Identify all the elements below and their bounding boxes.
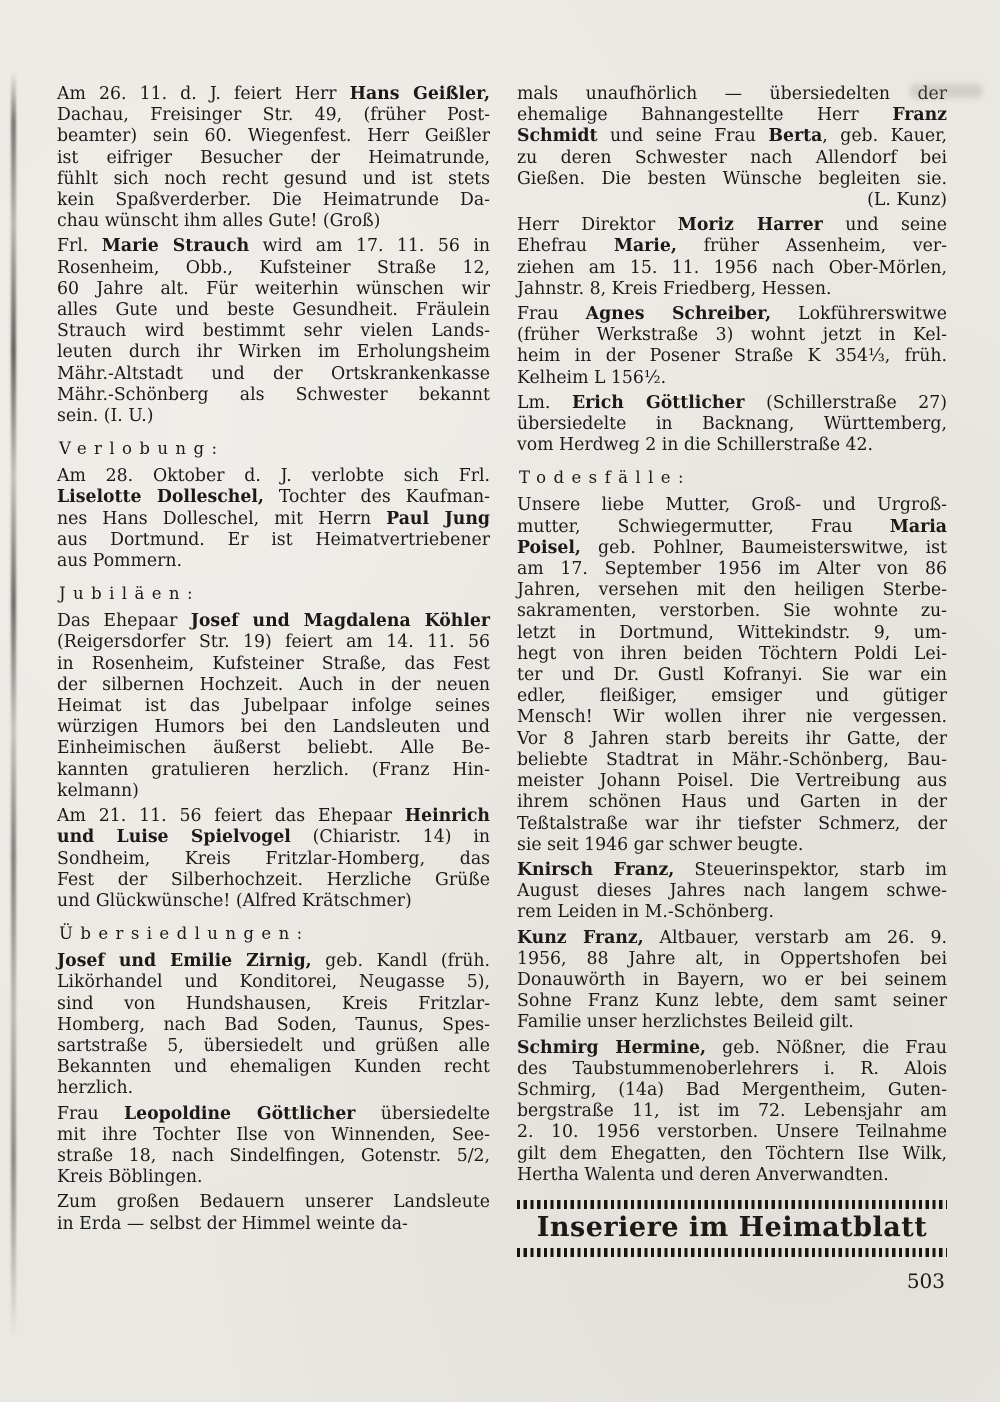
text-line: Unsere liebe Mutter, Groß- und Urgroß- <box>517 495 947 516</box>
text-line: vom Herdweg 2 in die Schillerstraße 42. <box>517 435 874 456</box>
text-line: und Glückwünsche! (Alfred Krätschmer) <box>57 890 412 911</box>
text-line: Familie unser herzlichstes Beileid gilt. <box>517 1012 854 1033</box>
text-line: Josef und Emilie Zirnig, geb. Kandl (früh. <box>57 951 490 972</box>
text-line: gilt dem Ehegatten, den Töchtern Ilse Wilk, <box>517 1143 947 1164</box>
paragraph <box>57 806 490 912</box>
text-line: Schmidt und seine Frau Berta, geb. Kauer, <box>517 126 947 147</box>
text-line: übersiedelte in Backnang, Württemberg, <box>517 414 947 435</box>
text-line: Am 21. 11. 56 feiert das Ehepaar Heinrich <box>57 806 490 827</box>
text-line: Rosenheim, Obb., Kufsteiner Straße 12, <box>57 257 490 278</box>
text-line: sein. (I. U.) <box>57 406 154 427</box>
text-line: edler, fleißiger, emsiger und gütiger <box>517 686 947 707</box>
paragraph <box>57 1192 490 1234</box>
text-line: meister Johann Poisel. Die Vertreibung aus <box>517 771 947 792</box>
text-line: fühlt sich noch recht gesund und ist stets <box>57 168 490 189</box>
text-line: Zum großen Bedauern unserer Landsleute <box>57 1192 490 1213</box>
text-line: Teßtalstraße war ihr tiefster Schmerz, der <box>517 813 947 834</box>
text-line: Ehefrau Marie, früher Assenheim, ver- <box>517 236 948 257</box>
text-line: Schmirg Hermine, geb. Nößner, die Frau <box>517 1037 947 1058</box>
text-line: Jahnstr. 8, Kreis Friedberg, Hessen. <box>517 278 832 299</box>
advert-text: Inseriere im Heimatblatt <box>536 1211 928 1243</box>
text-line: Knirsch Franz, Steuerinspektor, starb im <box>517 859 948 880</box>
text-line: des Taubstummenoberlehrers i. R. Alois <box>517 1058 947 1079</box>
text-line: ihrem schönen Haus und Garten in der <box>517 792 947 813</box>
text-line: Herr Direktor Moriz Harrer und seine <box>517 215 947 236</box>
text-line: Frau Leopoldine Göttlicher übersiedelte <box>57 1103 490 1124</box>
text-line: 2. 10. 1956 verstorben. Unsere Teilnahme <box>517 1122 947 1143</box>
text-line: zu deren Schwester nach Allendorf bei <box>517 147 947 168</box>
paragraph <box>517 928 947 1034</box>
text-line: mutter, Schwiegermutter, Frau Maria <box>517 516 947 537</box>
text-line: Kunz Franz, Altbauer, verstarb am 26. 9. <box>517 927 947 948</box>
paragraph <box>517 860 947 924</box>
text-line: rem Leiden in M.-Schönberg. <box>517 902 774 923</box>
text-line: beliebte Stadtrat in Mähr.-Schönberg, Bau- <box>517 749 947 770</box>
text-line: Likörhandel und Konditorei, Neugasse 5), <box>57 972 490 993</box>
text-line: Kelheim L 156½. <box>517 367 667 388</box>
advert-rule-top <box>517 1200 947 1209</box>
text-line: beamter) sein 60. Wiegenfest. Herr Geißler <box>57 126 490 147</box>
paragraph <box>517 215 947 300</box>
text-line: heim in der Posener Straße K 354⅓, früh. <box>517 346 947 367</box>
text-line: (L. Kunz) <box>867 190 947 211</box>
text-line: Lm. Erich Göttlicher (Schillerstraße 27) <box>517 392 948 413</box>
text-line: Mähr.-Altstadt und der Ortskrankenkasse <box>57 363 490 384</box>
text-line: alles Gute und beste Gesundheit. Fräulein <box>57 300 490 321</box>
text-line: Kreis Böblingen. <box>57 1167 203 1188</box>
text-line: letzt in Dortmund, Wittekindstr. 9, um- <box>517 622 947 643</box>
text-line: sartstraße 5, übersiedelt und grüßen alle <box>57 1035 490 1056</box>
section-heading: Jubiläen: <box>59 584 200 604</box>
text-line: mit ihre Tochter Ilse von Winnenden, See- <box>57 1124 490 1145</box>
text-line: Das Ehepaar Josef und Magdalena Köhler <box>57 611 490 632</box>
section-heading: Übersiedlungen: <box>59 924 310 944</box>
text-line: in Rosenheim, Kufsteiner Straße, das Fest <box>57 653 490 674</box>
text-line: (Reigersdorfer Str. 19) feiert am 14. 11. 56 <box>57 632 490 653</box>
paragraph <box>57 84 490 232</box>
text-line: Frau Agnes Schreiber, Lokführerswitwe <box>517 304 948 325</box>
text-line: kein Spaßverderber. Die Heimatrunde Da- <box>57 190 490 211</box>
text-line: chau wünscht ihm alles Gute! (Groß) <box>57 211 381 232</box>
text-line: kannten gratulieren herzlich. (Franz Hin- <box>57 759 490 780</box>
text-line: Hertha Walenta und deren Anverwandten. <box>517 1164 889 1185</box>
text-line: 1956, 88 Jahre alt, in Oppertshofen bei <box>517 948 947 969</box>
text-line: Donauwörth in Bayern, wo er bei seinem <box>517 969 947 990</box>
text-line: am 17. September 1956 im Alter von 86 <box>517 559 947 580</box>
advert-rule-bottom <box>517 1248 947 1257</box>
paragraph <box>517 393 947 457</box>
text-line: Poisel, geb. Pohlner, Baumeisterswitwe, ist <box>517 537 947 558</box>
paragraph <box>57 466 490 572</box>
text-line: Vor 8 Jahren starb bereits ihr Gatte, der <box>517 728 947 749</box>
section-heading: Todesfälle: <box>519 468 691 488</box>
text-line: mals unaufhörlich — übersiedelten der <box>517 84 947 104</box>
text-line: (früher Werkstraße 3) wohnt jetzt in Kel- <box>517 325 947 346</box>
text-line: bergstraße 11, ist im 72. Lebensjahr am <box>517 1101 947 1122</box>
text-line: Mähr.-Schönberg als Schwester bekannt <box>57 384 490 405</box>
text-line: hegt von ihren beiden Töchtern Poldi Lei- <box>517 643 947 664</box>
section-heading: Verlobung: <box>59 439 225 459</box>
paragraph <box>57 951 490 1099</box>
text-line: Am 26. 11. d. J. feiert Herr Hans Geißler, <box>57 84 490 104</box>
page-number: 503 <box>906 1268 945 1293</box>
text-line: ehemalige Bahnangestellte Herr Franz <box>517 105 947 126</box>
text-line: leuten durch ihr Wirken im Erholungsheim <box>57 342 490 363</box>
scan-artifact-line <box>11 72 16 1337</box>
scan-artifact-smudge <box>910 84 982 98</box>
text-line: in Erda — selbst der Himmel weinte da- <box>57 1213 408 1234</box>
text-column-right <box>517 84 947 1293</box>
text-line: 60 Jahre alt. Für weiterhin wünschen wir <box>57 278 490 299</box>
text-line: sind von Hundshausen, Kreis Fritzlar- <box>57 993 490 1014</box>
text-line: Mensch! Wir wollen ihrer nie vergessen. <box>517 707 947 728</box>
paragraph <box>517 1038 947 1186</box>
text-line: Liselotte Dolleschel, Tochter des Kaufman- <box>57 487 490 508</box>
paragraph <box>57 611 490 802</box>
text-line: Sohne Franz Kunz lebte, dem samt seiner <box>517 991 947 1012</box>
text-line: nes Hans Dolleschel, mit Herrn Paul Jung <box>57 508 490 529</box>
text-line: Gießen. Die besten Wünsche begleiten sie. <box>517 168 947 189</box>
paragraph <box>517 304 947 389</box>
paragraph <box>517 495 947 855</box>
text-line: Einheimischen äußerst beliebt. Alle Be- <box>57 738 490 759</box>
text-line: ter und Dr. Gustl Kofranyi. Sie war ein <box>517 665 947 686</box>
text-line: aus Pommern. <box>57 551 183 572</box>
text-line: ist eifriger Besucher der Heimatrunde, <box>57 147 490 168</box>
text-line: kelmann) <box>57 780 139 801</box>
text-line: Strauch wird bestimmt sehr vielen Lands- <box>57 321 490 342</box>
text-line: Bekannten und ehemaligen Kunden recht <box>57 1057 490 1078</box>
text-line: Sondheim, Kreis Fritzlar-Homberg, das <box>57 848 490 869</box>
text-line: der silbernen Hochzeit. Auch in der neuen <box>57 674 490 695</box>
advert-box <box>517 1200 947 1257</box>
text-line: sie seit 1946 gar schwer beugte. <box>517 834 804 855</box>
text-line: herzlich. <box>57 1078 134 1099</box>
text-line: ziehen am 15. 11. 1956 nach Ober-Mörlen, <box>517 257 947 278</box>
text-line: sakramenten, verstorben. Sie wohnte zu- <box>517 601 947 622</box>
text-column-left <box>57 84 490 1293</box>
text-line: Fest der Silberhochzeit. Herzliche Grüße <box>57 869 490 890</box>
text-line: Dachau, Freisinger Str. 49, (früher Post- <box>57 105 490 126</box>
text-line: straße 18, nach Sindelfingen, Gotenstr. 5/2, <box>57 1145 490 1166</box>
text-line: Frl. Marie Strauch wird am 17. 11. 56 in <box>57 236 491 257</box>
text-line: und Luise Spielvogel (Chiaristr. 14) in <box>57 827 491 848</box>
paragraph <box>57 236 490 427</box>
paragraph <box>57 1104 490 1189</box>
text-line: Homberg, nach Bad Soden, Taunus, Spes- <box>57 1014 490 1035</box>
text-line: würzigen Humors bei den Landsleuten und <box>57 717 490 738</box>
text-line: August dieses Jahres nach langem schwe- <box>517 881 947 902</box>
text-line: Heimat ist das Jubelpaar infolge seines <box>57 696 490 717</box>
text-line: Jahren, versehen mit den heiligen Sterbe- <box>517 580 947 601</box>
text-line: aus Dortmund. Er ist Heimatvertriebener <box>57 529 490 550</box>
paragraph <box>517 84 947 211</box>
text-column-right-content <box>517 84 947 1186</box>
text-line: Am 28. Oktober d. J. verlobte sich Frl. <box>57 466 490 487</box>
text-line: Schmirg, (14a) Bad Mergentheim, Guten- <box>517 1079 947 1100</box>
